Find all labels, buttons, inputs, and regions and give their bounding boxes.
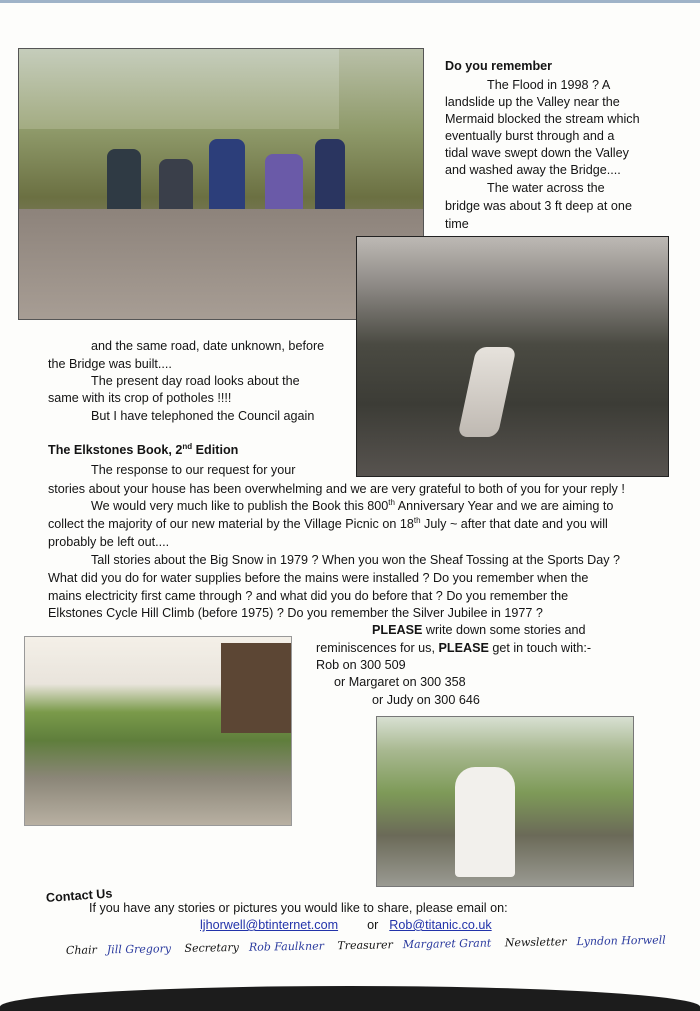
flood-line: tidal wave swept down the Valley xyxy=(445,146,629,160)
book-heading-edition: Edition xyxy=(192,443,239,457)
please-emphasis: PLEASE xyxy=(438,641,489,655)
contact-heading: Contact Us xyxy=(45,886,113,905)
bottom-shadow xyxy=(0,986,700,1011)
figure xyxy=(159,159,193,259)
book-line: probably be left out.... xyxy=(48,535,170,549)
road-line: The present day road looks about the xyxy=(91,374,300,388)
please-emphasis: PLEASE xyxy=(372,623,423,637)
flood-line: The Flood in 1998 ? A xyxy=(487,78,611,92)
flood-line: bridge was about 3 ft deep at one xyxy=(445,199,632,213)
email-link-lyndon[interactable]: ljhorwell@btinternet.com xyxy=(200,918,339,932)
officer-role: Chair xyxy=(65,943,97,957)
book-line: What did you do for water supplies before the mains were installed ? Do you remember when the xyxy=(48,571,589,585)
please-line xyxy=(316,640,591,657)
flood-line: landslide up the Valley near the xyxy=(445,95,620,109)
flood-line: and washed away the Bridge.... xyxy=(445,163,621,177)
book-line-sup: th xyxy=(413,515,421,525)
cycle-hill-climb-photo xyxy=(24,636,292,826)
please-text: get in touch with:- xyxy=(488,641,592,655)
officer-role: Newsletter xyxy=(504,935,567,950)
contact-line: If you have any stories or pictures you would like to share, please email on: xyxy=(89,901,508,915)
please-text: reminiscences for us, xyxy=(316,641,439,655)
book-heading xyxy=(48,442,238,459)
road-line: the Bridge was built.... xyxy=(48,357,172,371)
officer-name: Jill Gregory xyxy=(106,942,172,957)
officer-role: Secretary xyxy=(184,940,240,955)
contact-rob: Rob on 300 509 xyxy=(316,658,406,672)
flood-line: eventually burst through and a xyxy=(445,129,615,143)
flood-line: time xyxy=(445,217,469,231)
please-line xyxy=(372,622,585,639)
book-line xyxy=(48,516,608,533)
book-line-part: Anniversary Year and we are aiming to xyxy=(394,499,614,513)
road-line: and the same road, date unknown, before xyxy=(91,339,325,353)
figure xyxy=(265,154,303,259)
flood-line: The water across the xyxy=(487,181,605,195)
figure xyxy=(209,139,245,259)
officer-role: Treasurer xyxy=(337,938,393,953)
book-line-part: We would very much like to publish the Book this 800 xyxy=(91,499,389,513)
officer-name: Lyndon Horwell xyxy=(576,933,666,949)
book-line: Elkstones Cycle Hill Climb (before 1975) ? Do you remember the Silver Jubilee in 1977 ? xyxy=(48,606,543,620)
old-road-photo xyxy=(356,236,669,477)
flood-heading: Do you remember xyxy=(445,59,553,73)
book-line-sup: th xyxy=(388,497,395,507)
email-or: or xyxy=(367,918,379,932)
book-line-part: July ~ after that date and you will xyxy=(420,517,608,531)
book-heading-sup: nd xyxy=(182,441,193,451)
book-line: Tall stories about the Big Snow in 1979 ? When you won the Sheaf Tossing at the Sports Day ? xyxy=(91,553,621,567)
book-heading-text: The Elkstones Book, 2 xyxy=(48,443,183,457)
road-line: But I have telephoned the Council again xyxy=(91,409,315,423)
email-link-rob[interactable]: Rob@titanic.co.uk xyxy=(389,918,492,932)
jubilee-photo xyxy=(376,716,634,887)
top-border xyxy=(0,0,700,3)
officer-name: Margaret Grant xyxy=(402,936,492,952)
book-line xyxy=(91,498,613,515)
please-text: write down some stories and xyxy=(422,623,586,637)
book-line: stories about your house has been overwhelming and we are very grateful to both of you for your reply ! xyxy=(48,482,625,496)
contact-judy: or Judy on 300 646 xyxy=(372,693,480,707)
contact-margaret: or Margaret on 300 358 xyxy=(334,675,466,689)
figure xyxy=(315,139,345,259)
figure xyxy=(107,149,141,259)
flood-line: Mermaid blocked the stream which xyxy=(445,112,640,126)
road-line: same with its crop of potholes !!!! xyxy=(48,391,232,405)
book-line: mains electricity first came through ? and what did you do before that ? Do you remember the xyxy=(48,589,569,603)
officers-line xyxy=(66,933,676,957)
officer-name: Rob Faulkner xyxy=(248,939,325,954)
book-line: The response to our request for your xyxy=(91,463,296,477)
book-line-part: collect the majority of our new material by the Village Picnic on 18 xyxy=(48,517,414,531)
email-row xyxy=(200,917,492,934)
